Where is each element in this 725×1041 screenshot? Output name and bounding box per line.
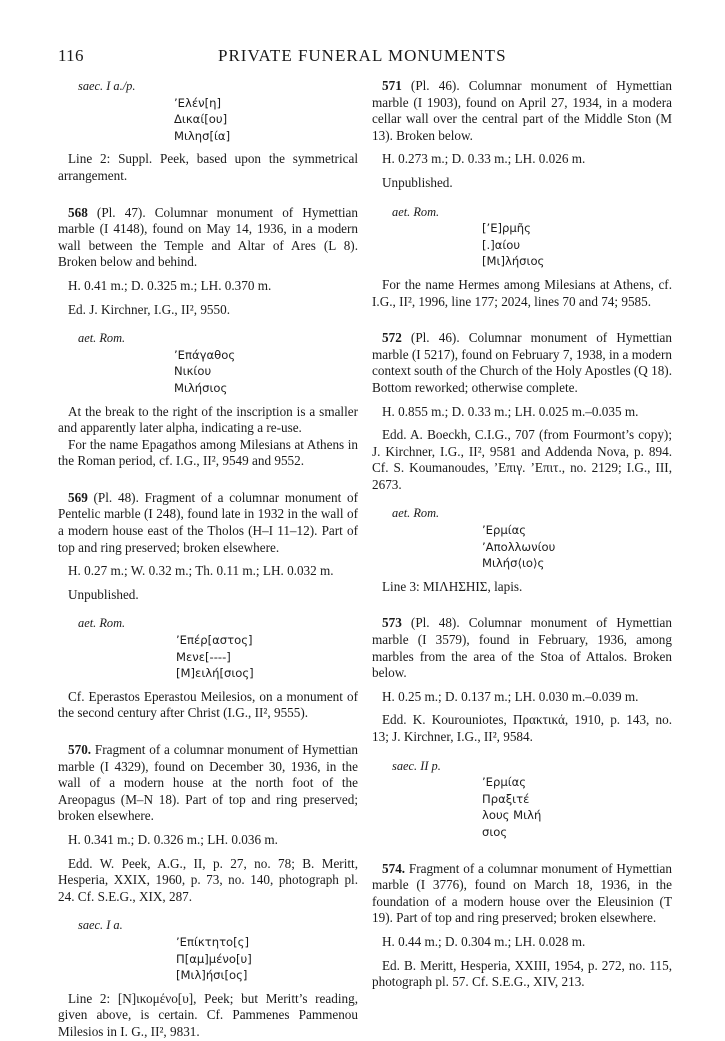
inscription-text [58,347,358,397]
entry-number: 572 [382,330,402,346]
publication-status: Unpublished. [382,174,453,190]
entry-number: 568 [68,204,88,220]
commentary: For the name Hermes among Milesians at Athens, cf. I.G., II², 1996, line 177; 2024, lines 70 and 74; 9585. [372,276,672,309]
entry-571 [372,78,672,310]
inscription-line: Μενε[----] [176,649,231,664]
inscription-line: ’Επάγαθος [174,347,236,362]
inscription-line: σιος [482,824,508,839]
dimensions: H. 0.341 m.; D. 0.326 m.; LH. 0.036 m. [68,831,278,847]
entry-572 [372,330,672,595]
entry-date: saec. I a./p. [78,79,136,93]
inscription-line: [’Ε]ρμῆς [482,221,531,236]
entry-description: 568 (Pl. 47). Columnar monument of Hymettian marble (I 4148), found on May 14, 1936, in a modern wall between the Temple and Altar of Ares (L 8). Broken below and behind. [58,204,358,270]
page-number: 116 [58,46,84,65]
running-title: PRIVATE FUNERAL MONUMENTS [218,46,507,65]
left-column [58,78,358,1041]
dimensions: H. 0.25 m.; D. 0.137 m.; LH. 0.030 m.–0.039 m. [382,688,639,704]
commentary: For the name Epagathos among Milesians at Athens in the Roman period, cf. I.G., II², 9549 and 9552. [58,436,358,469]
inscription-line: [.]αίου [482,237,521,252]
inscription-line: ’Ερμίας [482,523,527,538]
commentary: Cf. Eperastos Eperastou Meilesios, on a monument of the second century after Christ (I.G., II², 9555). [58,688,358,721]
entry-number: 574. [382,860,406,876]
inscription-line: Π[αμ]μένο[υ] [176,951,252,966]
commentary: At the break to the right of the inscription is a smaller and apparently later alpha, indicating a re-use. [58,403,358,436]
inscription-text [372,522,672,572]
inscription-line: Νικίου [174,364,212,379]
entry-date: aet. Rom. [392,204,440,219]
edition: Edd. K. Kourouniotes, Πρακτικά, 1910, p. 143, no. 13; J. Kirchner, I.G., II², 9584. [372,712,672,744]
entry-573 [372,615,672,840]
edition: Ed. J. Kirchner, I.G., II², 9550. [68,301,231,317]
entry-568 [58,205,358,470]
inscription-line: ’Ερμίας [482,775,527,790]
inscription-line: ’Ελέν[η] [174,95,222,110]
dimensions: H. 0.27 m.; W. 0.32 m.; Th. 0.11 m.; LH. 0.032 m. [68,563,334,579]
entry-569 [58,490,358,722]
inscription-line: ’Απολλωνίου [482,539,556,554]
commentary: Line 3: ΜΙΛΗΣΗΙΣ, lapis. [382,578,523,594]
inscription-text [58,95,358,145]
entry-number: 569 [68,489,88,505]
publication-status: Unpublished. [68,586,139,602]
dimensions: H. 0.41 m.; D. 0.325 m.; LH. 0.370 m. [68,277,272,293]
inscription-line: Δικαί[ου] [174,112,228,127]
dimensions: H. 0.855 m.; D. 0.33 m.; LH. 0.025 m.–0.035 m. [382,403,639,419]
entry-date: aet. Rom. [78,331,126,346]
entry-description: 571 (Pl. 46). Columnar monument of Hymettian marble (I 1903), found on April 27, 1934, in a modera cellar wall over the central part of the Middle Ston (M 13). Broken below. [372,78,672,143]
inscription-line: λους Μιλή [482,808,542,823]
inscription-line: Μιλήσ⟨ιο⟩ς [482,556,545,571]
inscription-line: ’Επίκτητο[ς] [176,934,249,949]
entry-date: saec. I a. [78,918,123,933]
inscription-text [372,220,672,270]
entry-date: aet. Rom. [392,506,440,521]
commentary: Line 2: [Ν]ικομένο[υ], Peek; but Meritt’s reading, given above, is certain. Cf. Pammenes Pammenou Milesios in I. G., II², 9831. [58,990,358,1039]
inscription-line: Μιλησ[ία] [174,128,231,143]
entry-description: 573 (Pl. 48). Columnar monument of Hymettian marble (I 3579), found in February, 1936, among marbles from the area of the Stoa of Attalos. Broken below. [372,615,672,681]
inscription-line: [Μι]λήσιος [482,254,545,269]
inscription-line: [Μιλ]ήσι[ος] [176,968,248,983]
inscription-line: [Μ]ειλή[σιος] [176,666,254,681]
entry-number: 571 [382,78,402,93]
commentary: Line 2: Suppl. Peek, based upon the symmetrical arrangement. [58,151,358,183]
inscription-text [58,934,358,984]
edition: Ed. B. Meritt, Hesperia, XXIII, 1954, p. 272, no. 115, photograph pl. 57. Cf. S.E.G., XIV, 213. [372,957,672,990]
entry-description: 570. Fragment of a columnar monument of Hymettian marble (I 4329), found on December 30, 1936, in the wall of a modern house at the north foot of the Areopagus (M–N 18). Part of top and ring preserved; broken elsewhere. [58,742,358,824]
entry-574 [372,861,672,991]
entry-date: saec. II p. [392,758,441,773]
entry-continued [58,78,358,185]
entry-number: 573 [382,615,402,631]
entry-570 [58,742,358,1041]
inscription-text [58,632,358,682]
entry-description: 572 (Pl. 46). Columnar monument of Hymettian marble (I 5217), found on February 7, 1938, in a modern context south of the Church of the Holy Apostles (Q 18). Bottom reworked; otherwise complete. [372,330,672,395]
inscription-text [372,774,672,840]
dimensions: H. 0.273 m.; D. 0.33 m.; LH. 0.026 m. [382,151,586,167]
edition: Edd. A. Boeckh, C.I.G., 707 (from Fourmont’s copy); J. Kirchner, I.G., II², 9581 and Addenda Nova, p. 894. Cf. S. Koumanoudes, ’Επιγ. ’Επιτ., no. 2129; I.G., III, 2673. [372,427,672,492]
inscription-line: Πραξιτέ [482,791,530,806]
dimensions: H. 0.44 m.; D. 0.304 m.; LH. 0.028 m. [382,933,586,949]
entry-description: 574. Fragment of a columnar monument of Hymettian marble (I 3776), found on March 18, 1936, in the foundation of a modern house over the Eleusinion (T 19). Part of top and ring preserved; broken elsewhere. [372,860,672,926]
entry-description: 569 (Pl. 48). Fragment of a columnar monument of Pentelic marble (I 248), found late in 1932 in the wall of a modern house east of the Tholos (H–I 11–12). Part of top and ring preserved; broken elsewhere. [58,489,358,555]
right-column [372,78,672,991]
inscription-line: ’Επέρ[αστος] [176,633,253,648]
edition: Edd. W. Peek, A.G., II, p. 27, no. 78; B. Meritt, Hesperia, XXIX, 1960, p. 73, no. 140, photograph pl. 24. Cf. S.E.G., XIX, 287. [58,855,358,904]
entry-date: aet. Rom. [78,616,126,631]
inscription-line: Μιλήσιος [174,380,228,395]
entry-number: 570. [68,742,92,757]
